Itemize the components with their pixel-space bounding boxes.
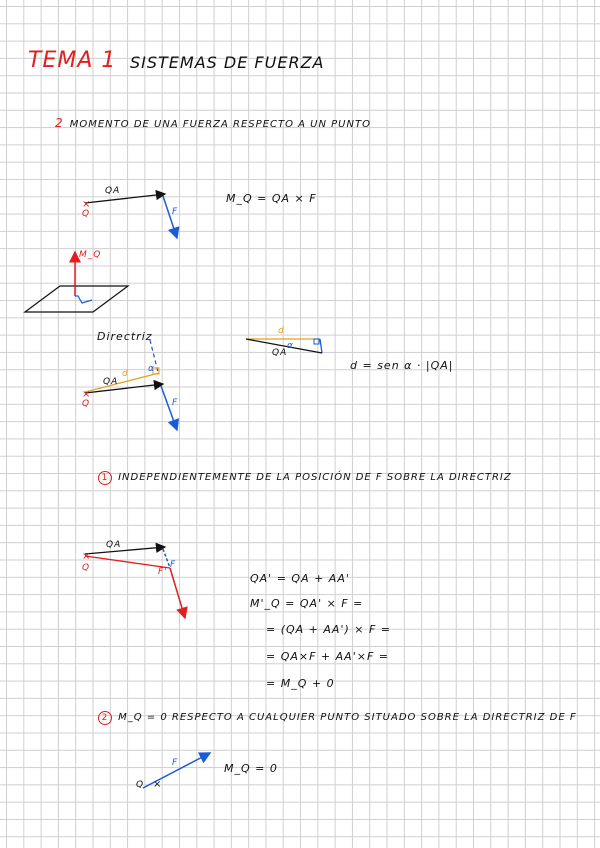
fig5-label-f: F — [170, 560, 177, 570]
triangle-side — [320, 339, 322, 353]
property-2 — [98, 705, 577, 725]
figure-2 — [25, 252, 128, 312]
fig4-formula: d = sen α · |QA| — [350, 359, 454, 372]
point-mark: × — [153, 779, 162, 790]
vector-qa-3 — [85, 547, 165, 554]
fig3-label-alpha: α — [148, 364, 155, 374]
fig1-formula: M_Q = QA × F — [226, 192, 317, 205]
fig5-line-2: M'_Q = QA' × F = — [250, 597, 364, 610]
section-number: 2 — [55, 116, 64, 130]
fig3-directriz: Directriz — [97, 330, 153, 343]
vector-f — [163, 196, 177, 238]
tema-label: TEMA 1 — [28, 48, 117, 73]
fig4-label-alpha: α — [287, 341, 294, 351]
fig5-label-q: Q — [82, 563, 91, 573]
point-q-mark-2: × — [82, 389, 91, 400]
fig6-formula: M_Q = 0 — [224, 762, 278, 775]
fig1-label-f: F — [172, 207, 179, 217]
fig3-label-qa: QA — [103, 377, 119, 387]
point-q-mark-3: × — [82, 551, 91, 562]
fig4-label-d: d — [278, 326, 285, 336]
figure-5 — [82, 547, 185, 618]
fig4-label-qa: QA — [272, 348, 288, 358]
arm-sketch — [75, 296, 92, 303]
property-1-text: INDEPENDIENTEMENTE DE LA POSICIÓN DE F SOBRE LA DIRECTRIZ — [118, 472, 512, 483]
fig2-label-m: M_Q — [79, 250, 102, 260]
figure-1 — [82, 194, 177, 238]
plane — [25, 286, 128, 312]
vector-f-2 — [161, 386, 177, 430]
vector-qa — [85, 194, 165, 203]
property-2-number: 2 — [98, 711, 112, 725]
fig5-line-4: = QA×F + AA'×F = — [266, 650, 389, 663]
fig5-line-1: QA' = QA + AA' — [250, 572, 350, 585]
fig3-label-f: F — [172, 398, 179, 408]
section-title: MOMENTO DE UNA FUERZA RESPECTO A UN PUNTO — [69, 119, 371, 130]
fig5-line-3: = (QA + AA') × F = — [266, 623, 392, 636]
fig5-label-qa: QA — [106, 540, 122, 550]
fig1-label-q: Q — [82, 209, 91, 219]
figure-3 — [82, 340, 177, 430]
fig6-label-f: F — [172, 758, 179, 768]
fig3-label-q: Q — [82, 399, 91, 409]
fig5-line-5: = M_Q + 0 — [266, 677, 335, 690]
fig5-label-f-prime: F' — [158, 567, 168, 577]
vector-aa-prime — [163, 549, 170, 568]
fig3-label-d: d — [122, 369, 129, 379]
property-2-text: M_Q = 0 RESPECTO A CUALQUIER PUNTO SITUADO SOBRE LA DIRECTRIZ DE F — [118, 712, 577, 723]
fig6-label-point: Q — [136, 780, 145, 790]
fig1-label-qa: QA — [105, 186, 121, 196]
property-1-number: 1 — [98, 471, 112, 485]
right-angle-2 — [314, 339, 319, 344]
vector-f-prime — [170, 568, 185, 618]
point-q-mark: × — [82, 199, 91, 210]
property-1 — [98, 465, 512, 485]
page-title: SISTEMAS DE FUERZA — [130, 53, 325, 72]
